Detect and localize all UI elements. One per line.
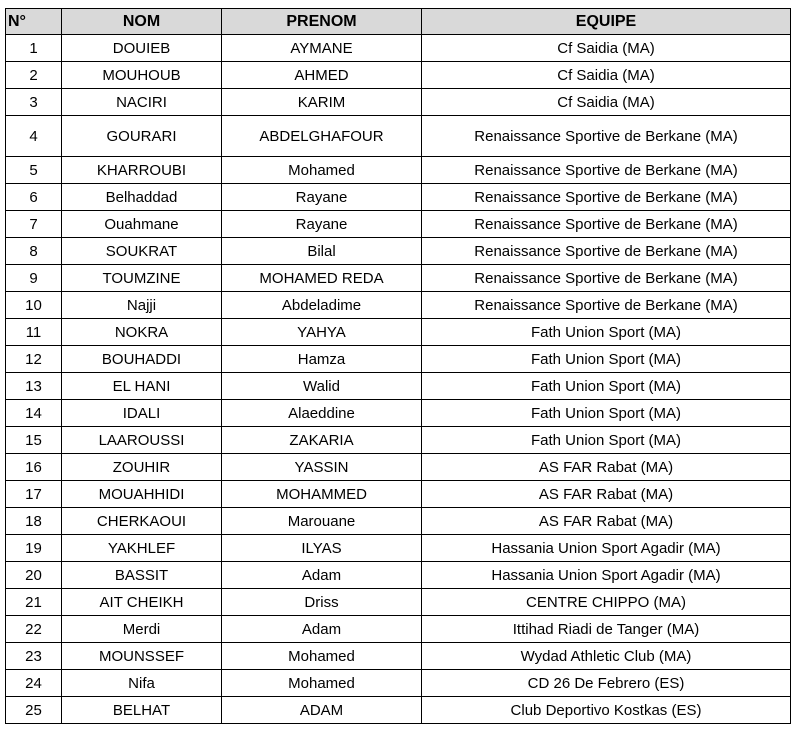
cell-nom: GOURARI	[62, 116, 222, 157]
table-row	[6, 319, 791, 346]
table-row	[6, 562, 791, 589]
cell-num: 17	[6, 481, 62, 508]
cell-num: 21	[6, 589, 62, 616]
cell-prenom: ADAM	[222, 697, 422, 724]
cell-nom: ZOUHIR	[62, 454, 222, 481]
cell-prenom: YASSIN	[222, 454, 422, 481]
cell-equipe: Cf Saidia (MA)	[422, 62, 791, 89]
cell-num: 4	[6, 116, 62, 157]
cell-equipe: Hassania Union Sport Agadir (MA)	[422, 562, 791, 589]
cell-equipe: Renaissance Sportive de Berkane (MA)	[422, 265, 791, 292]
cell-equipe: AS FAR Rabat (MA)	[422, 481, 791, 508]
cell-equipe: Ittihad Riadi de Tanger (MA)	[422, 616, 791, 643]
cell-equipe: AS FAR Rabat (MA)	[422, 454, 791, 481]
table-row	[6, 265, 791, 292]
cell-nom: TOUMZINE	[62, 265, 222, 292]
table-row	[6, 373, 791, 400]
cell-equipe: Renaissance Sportive de Berkane (MA)	[422, 211, 791, 238]
cell-num: 13	[6, 373, 62, 400]
cell-equipe: Renaissance Sportive de Berkane (MA)	[422, 238, 791, 265]
cell-prenom: Abdeladime	[222, 292, 422, 319]
cell-equipe: AS FAR Rabat (MA)	[422, 508, 791, 535]
cell-num: 6	[6, 184, 62, 211]
cell-nom: Ouahmane	[62, 211, 222, 238]
cell-equipe: Renaissance Sportive de Berkane (MA)	[422, 184, 791, 211]
cell-num: 16	[6, 454, 62, 481]
cell-num: 1	[6, 35, 62, 62]
cell-prenom: MOHAMMED	[222, 481, 422, 508]
cell-num: 14	[6, 400, 62, 427]
header-num: N°	[6, 9, 62, 35]
cell-nom: MOUAHHIDI	[62, 481, 222, 508]
table-row	[6, 89, 791, 116]
cell-num: 12	[6, 346, 62, 373]
cell-nom: NOKRA	[62, 319, 222, 346]
header-equipe: EQUIPE	[422, 9, 791, 35]
cell-prenom: YAHYA	[222, 319, 422, 346]
cell-prenom: ZAKARIA	[222, 427, 422, 454]
cell-nom: BOUHADDI	[62, 346, 222, 373]
header-row	[6, 9, 791, 35]
cell-equipe: Fath Union Sport (MA)	[422, 427, 791, 454]
table-row	[6, 589, 791, 616]
cell-num: 5	[6, 157, 62, 184]
cell-nom: BASSIT	[62, 562, 222, 589]
cell-nom: AIT CHEIKH	[62, 589, 222, 616]
cell-nom: Najji	[62, 292, 222, 319]
cell-num: 19	[6, 535, 62, 562]
cell-prenom: Mohamed	[222, 643, 422, 670]
cell-nom: SOUKRAT	[62, 238, 222, 265]
cell-prenom: Adam	[222, 616, 422, 643]
cell-prenom: Marouane	[222, 508, 422, 535]
table-row	[6, 211, 791, 238]
table-row	[6, 616, 791, 643]
cell-num: 25	[6, 697, 62, 724]
cell-nom: YAKHLEF	[62, 535, 222, 562]
cell-equipe: CENTRE CHIPPO (MA)	[422, 589, 791, 616]
table-row	[6, 508, 791, 535]
cell-num: 3	[6, 89, 62, 116]
cell-prenom: MOHAMED REDA	[222, 265, 422, 292]
table-row	[6, 238, 791, 265]
cell-equipe: Fath Union Sport (MA)	[422, 346, 791, 373]
header-nom: NOM	[62, 9, 222, 35]
cell-equipe: Wydad Athletic Club (MA)	[422, 643, 791, 670]
cell-nom: Nifa	[62, 670, 222, 697]
cell-num: 8	[6, 238, 62, 265]
cell-prenom: Bilal	[222, 238, 422, 265]
cell-equipe: Cf Saidia (MA)	[422, 35, 791, 62]
cell-equipe: Renaissance Sportive de Berkane (MA)	[422, 157, 791, 184]
cell-num: 22	[6, 616, 62, 643]
cell-prenom: Rayane	[222, 211, 422, 238]
cell-nom: DOUIEB	[62, 35, 222, 62]
cell-num: 18	[6, 508, 62, 535]
cell-num: 15	[6, 427, 62, 454]
table-row	[6, 454, 791, 481]
cell-nom: Belhaddad	[62, 184, 222, 211]
table-row	[6, 62, 791, 89]
cell-prenom: KARIM	[222, 89, 422, 116]
cell-num: 7	[6, 211, 62, 238]
player-roster-table	[5, 8, 791, 724]
cell-prenom: Alaeddine	[222, 400, 422, 427]
table-row	[6, 116, 791, 157]
cell-equipe: Renaissance Sportive de Berkane (MA)	[422, 116, 791, 157]
cell-prenom: AHMED	[222, 62, 422, 89]
cell-nom: Merdi	[62, 616, 222, 643]
table-row	[6, 400, 791, 427]
cell-nom: EL HANI	[62, 373, 222, 400]
table-row	[6, 184, 791, 211]
cell-prenom: ILYAS	[222, 535, 422, 562]
cell-num: 9	[6, 265, 62, 292]
table-row	[6, 697, 791, 724]
cell-num: 23	[6, 643, 62, 670]
cell-prenom: Mohamed	[222, 670, 422, 697]
cell-prenom: Adam	[222, 562, 422, 589]
cell-nom: LAAROUSSI	[62, 427, 222, 454]
table-row	[6, 427, 791, 454]
table-row	[6, 157, 791, 184]
table-row	[6, 670, 791, 697]
cell-nom: CHERKAOUI	[62, 508, 222, 535]
cell-prenom: Driss	[222, 589, 422, 616]
cell-equipe: Fath Union Sport (MA)	[422, 400, 791, 427]
cell-equipe: Club Deportivo Kostkas (ES)	[422, 697, 791, 724]
table-row	[6, 292, 791, 319]
cell-nom: KHARROUBI	[62, 157, 222, 184]
cell-equipe: Renaissance Sportive de Berkane (MA)	[422, 292, 791, 319]
table-row	[6, 346, 791, 373]
cell-nom: MOUNSSEF	[62, 643, 222, 670]
cell-num: 10	[6, 292, 62, 319]
cell-num: 2	[6, 62, 62, 89]
table-row	[6, 35, 791, 62]
cell-equipe: Fath Union Sport (MA)	[422, 373, 791, 400]
cell-num: 24	[6, 670, 62, 697]
cell-equipe: Cf Saidia (MA)	[422, 89, 791, 116]
cell-num: 20	[6, 562, 62, 589]
cell-equipe: Fath Union Sport (MA)	[422, 319, 791, 346]
cell-nom: MOUHOUB	[62, 62, 222, 89]
table-row	[6, 481, 791, 508]
cell-prenom: AYMANE	[222, 35, 422, 62]
header-prenom: PRENOM	[222, 9, 422, 35]
cell-nom: NACIRI	[62, 89, 222, 116]
cell-prenom: Rayane	[222, 184, 422, 211]
cell-prenom: Mohamed	[222, 157, 422, 184]
cell-prenom: Hamza	[222, 346, 422, 373]
cell-prenom: ABDELGHAFOUR	[222, 116, 422, 157]
table-row	[6, 535, 791, 562]
cell-equipe: Hassania Union Sport Agadir (MA)	[422, 535, 791, 562]
cell-num: 11	[6, 319, 62, 346]
table-row	[6, 643, 791, 670]
cell-nom: IDALI	[62, 400, 222, 427]
cell-equipe: CD 26 De Febrero (ES)	[422, 670, 791, 697]
cell-prenom: Walid	[222, 373, 422, 400]
cell-nom: BELHAT	[62, 697, 222, 724]
